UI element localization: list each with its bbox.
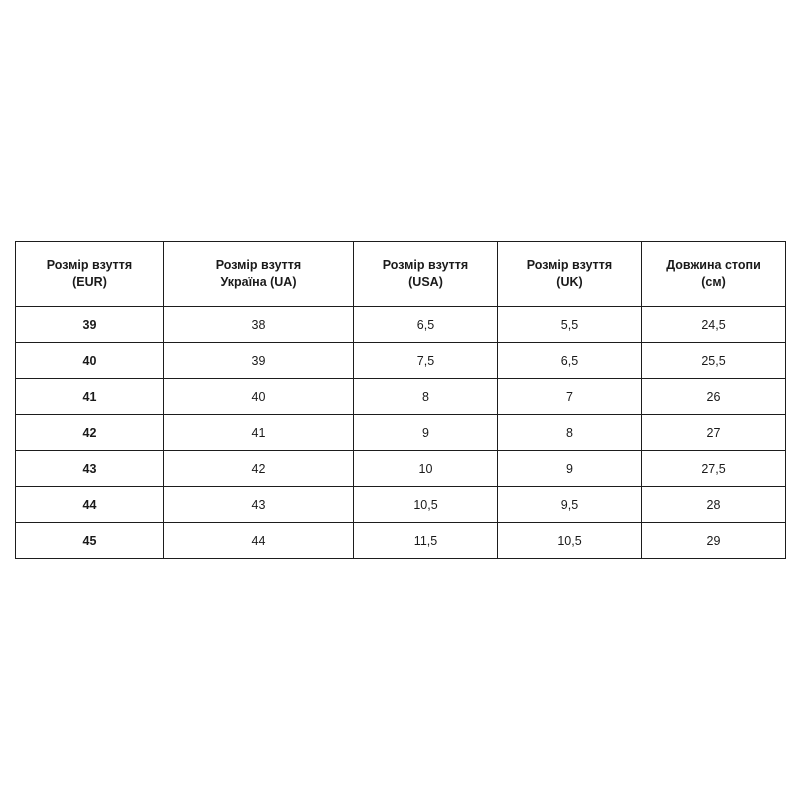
table-row bbox=[16, 487, 786, 523]
column-header-usa-line2: (USA) bbox=[408, 275, 443, 289]
column-header-usa bbox=[354, 242, 498, 307]
table-header bbox=[16, 242, 786, 307]
table-row bbox=[16, 451, 786, 487]
cell-uk: 7 bbox=[498, 379, 642, 415]
cell-foot-length: 29 bbox=[642, 523, 786, 559]
cell-eur: 41 bbox=[16, 379, 164, 415]
cell-uk: 6,5 bbox=[498, 343, 642, 379]
cell-ua: 44 bbox=[164, 523, 354, 559]
table-row bbox=[16, 307, 786, 343]
table-row bbox=[16, 379, 786, 415]
table-body bbox=[16, 307, 786, 559]
cell-foot-length: 24,5 bbox=[642, 307, 786, 343]
cell-ua: 41 bbox=[164, 415, 354, 451]
column-header-uk bbox=[498, 242, 642, 307]
cell-eur: 39 bbox=[16, 307, 164, 343]
column-header-eur bbox=[16, 242, 164, 307]
cell-eur: 44 bbox=[16, 487, 164, 523]
cell-uk: 8 bbox=[498, 415, 642, 451]
column-header-foot-length-line2: (см) bbox=[701, 275, 726, 289]
column-header-ua-line2: Україна (UA) bbox=[220, 275, 297, 289]
shoe-size-table bbox=[15, 241, 786, 559]
cell-ua: 43 bbox=[164, 487, 354, 523]
cell-eur: 45 bbox=[16, 523, 164, 559]
cell-eur: 42 bbox=[16, 415, 164, 451]
column-header-eur-line1: Розмір взуття bbox=[46, 258, 133, 273]
cell-usa: 8 bbox=[354, 379, 498, 415]
cell-usa: 7,5 bbox=[354, 343, 498, 379]
column-header-usa-line1: Розмір взуття bbox=[382, 258, 469, 273]
size-table-container bbox=[15, 241, 785, 559]
cell-foot-length: 28 bbox=[642, 487, 786, 523]
column-header-foot-length-line1: Довжина стопи bbox=[666, 258, 761, 273]
cell-ua: 38 bbox=[164, 307, 354, 343]
column-header-ua-line1: Розмір взуття bbox=[215, 258, 302, 273]
cell-usa: 11,5 bbox=[354, 523, 498, 559]
cell-uk: 9,5 bbox=[498, 487, 642, 523]
cell-usa: 6,5 bbox=[354, 307, 498, 343]
cell-usa: 10,5 bbox=[354, 487, 498, 523]
cell-usa: 10 bbox=[354, 451, 498, 487]
cell-uk: 5,5 bbox=[498, 307, 642, 343]
table-row bbox=[16, 523, 786, 559]
column-header-uk-line1: Розмір взуття bbox=[526, 258, 613, 273]
column-header-foot-length bbox=[642, 242, 786, 307]
cell-uk: 9 bbox=[498, 451, 642, 487]
column-header-ua bbox=[164, 242, 354, 307]
cell-ua: 40 bbox=[164, 379, 354, 415]
cell-foot-length: 25,5 bbox=[642, 343, 786, 379]
header-row bbox=[16, 242, 786, 307]
cell-usa: 9 bbox=[354, 415, 498, 451]
column-header-uk-line2: (UK) bbox=[556, 275, 583, 289]
cell-foot-length: 27,5 bbox=[642, 451, 786, 487]
cell-eur: 43 bbox=[16, 451, 164, 487]
cell-foot-length: 27 bbox=[642, 415, 786, 451]
cell-ua: 39 bbox=[164, 343, 354, 379]
column-header-eur-line2: (EUR) bbox=[72, 275, 107, 289]
cell-foot-length: 26 bbox=[642, 379, 786, 415]
table-row bbox=[16, 415, 786, 451]
cell-eur: 40 bbox=[16, 343, 164, 379]
table-row bbox=[16, 343, 786, 379]
cell-ua: 42 bbox=[164, 451, 354, 487]
cell-uk: 10,5 bbox=[498, 523, 642, 559]
